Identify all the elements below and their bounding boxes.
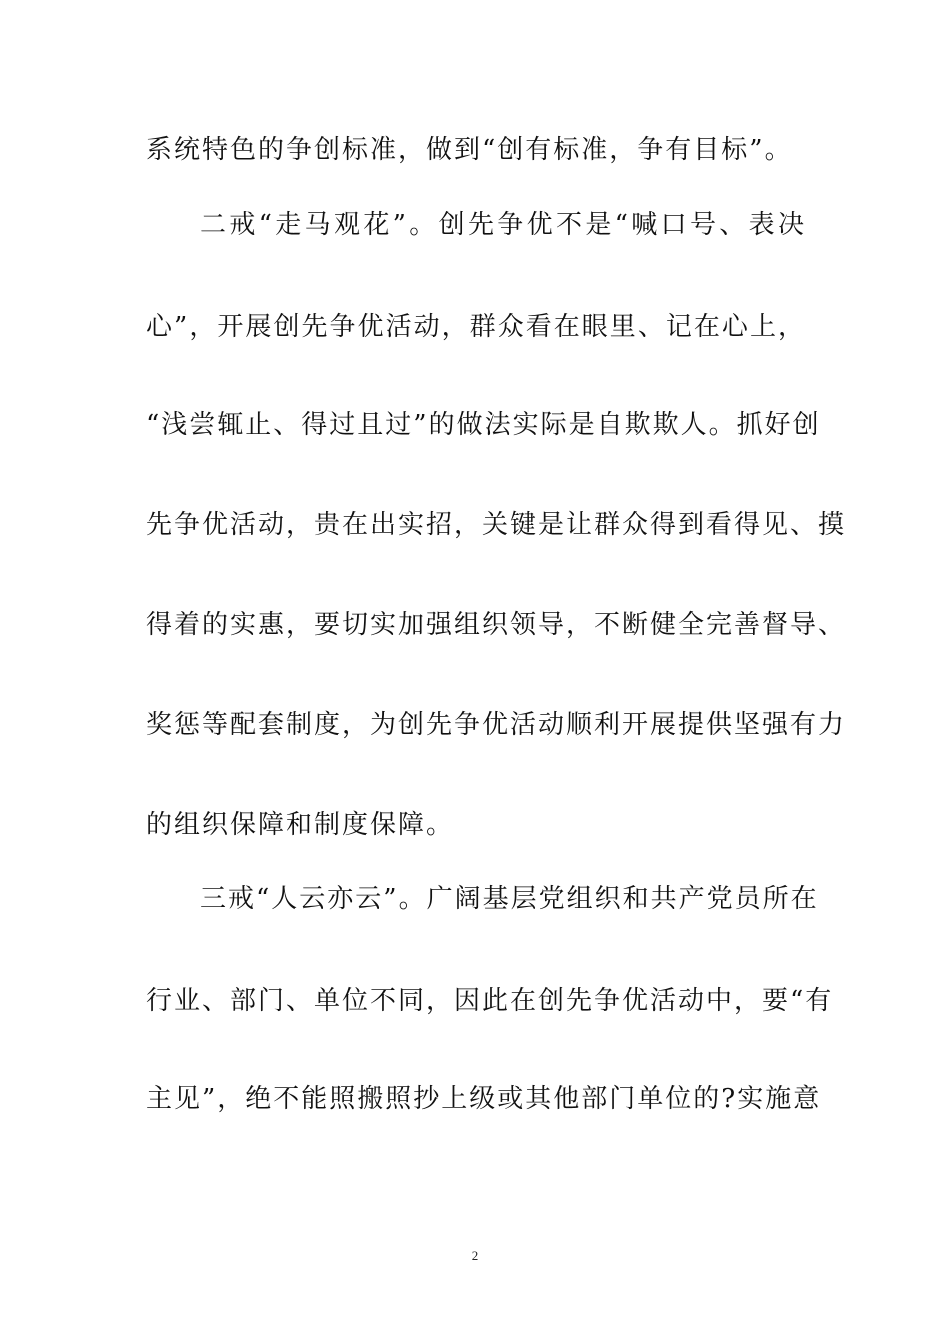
text-line-8: 的组织保障和制度保障。: [146, 810, 455, 840]
text-line-6: 得着的实惠，要切实加强组织领导，不断健全完善督导、: [146, 610, 847, 640]
text-line-3: 心”，开展创先争优活动，群众看在眼里、记在心上，: [146, 312, 806, 342]
text-line-10: 行业、部门、单位不同，因此在创先争优活动中，要“有: [146, 986, 834, 1016]
text-line-5: 先争优活动，贵在出实招，关键是让群众得到看得见、摸: [146, 510, 847, 540]
text-line-11: 主见”，绝不能照搬照抄上级或其他部门单位的?实施意: [146, 1084, 822, 1114]
text-line-7: 奖惩等配套制度，为创先争优活动顺利开展提供坚强有力: [146, 710, 847, 740]
text-line-1: 系统特色的争创标准，做到“创有标准，争有目标”。: [146, 135, 793, 165]
text-line-9: 三戒“人云亦云”。广阔基层党组织和共产党员所在: [200, 884, 819, 914]
text-line-4: “浅尝辄止、得过且过”的做法实际是自欺欺人。抓好创: [146, 410, 821, 440]
page-number: 2: [471, 1248, 479, 1263]
text-line-2: 二戒“走马观花”。创先争优不是“喊口号、表决: [200, 210, 806, 240]
